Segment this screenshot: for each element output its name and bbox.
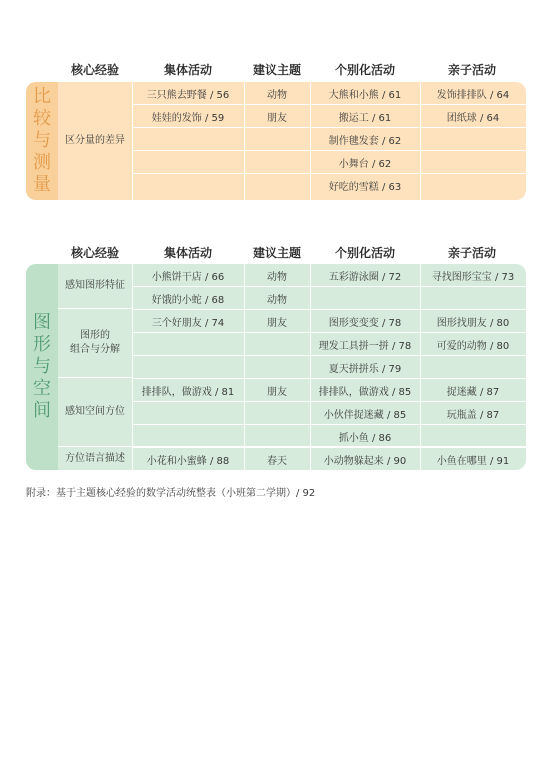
section-title-char: 与 — [33, 356, 51, 377]
section-title-char: 量 — [33, 174, 51, 195]
group-activity-cell — [132, 151, 244, 173]
group-activity-cell: 小熊饼干店 / 66 — [151, 271, 225, 283]
column-divider — [420, 264, 421, 470]
section-title-char: 图 — [33, 312, 51, 333]
theme-cell — [244, 402, 310, 424]
table-row — [58, 448, 526, 470]
group-activity-cell — [132, 333, 244, 355]
column-divider — [132, 264, 133, 470]
row-divider — [132, 447, 526, 448]
column-divider — [420, 82, 421, 200]
individual-activity-cell: 五彩游泳圈 / 72 — [328, 271, 402, 283]
theme-cell: 动物 — [267, 271, 287, 283]
theme-cell: 朋友 — [267, 317, 287, 329]
parent-child-cell: 可爱的动物 / 80 — [436, 340, 510, 352]
section-title-char: 间 — [33, 400, 51, 421]
table-row — [58, 82, 526, 104]
table-row — [58, 402, 526, 424]
section-title-char: 比 — [33, 86, 51, 107]
header-parent-child-activity: 亲子活动 — [447, 63, 496, 77]
activity-grid-1 — [58, 82, 526, 200]
column-divider — [244, 82, 245, 200]
individual-activity-cell: 搬运工 / 61 — [338, 112, 392, 124]
parent-child-cell: 寻找图形宝宝 / 73 — [431, 271, 515, 283]
row-divider — [132, 150, 526, 151]
parent-child-cell: 发饰排排队 / 64 — [436, 89, 510, 101]
row-divider — [132, 104, 526, 105]
table-row — [58, 310, 526, 332]
table-row — [58, 264, 526, 286]
group-activity-cell — [132, 356, 244, 378]
group-activity-cell: 排排队，做游戏 / 81 — [141, 386, 235, 398]
parent-child-cell — [420, 356, 526, 378]
row-divider — [132, 127, 526, 128]
group-activity-cell: 三只熊去野餐 / 56 — [146, 89, 230, 101]
individual-activity-cell: 好吃的雪糕 / 63 — [328, 181, 402, 193]
group-activity-cell: 小花和小蜜蜂 / 88 — [146, 455, 230, 467]
individual-activity-cell: 大熊和小熊 / 61 — [328, 89, 402, 101]
individual-activity-cell: 小伙伴捉迷藏 / 85 — [323, 409, 407, 421]
header-suggested-theme: 建议主题 — [252, 63, 301, 77]
theme-cell — [244, 174, 310, 196]
theme-cell — [244, 333, 310, 355]
individual-activity-cell: 小舞台 / 62 — [338, 158, 392, 170]
column-divider — [244, 264, 245, 470]
theme-cell: 朋友 — [267, 386, 287, 398]
parent-child-cell: 团纸球 / 64 — [446, 112, 500, 124]
group-activity-cell: 娃娃的发饰 / 59 — [151, 112, 225, 124]
core-experience-cell: 感知空间方位 — [65, 406, 125, 417]
row-divider — [132, 332, 526, 333]
section-title-char: 测 — [33, 152, 51, 173]
theme-cell — [244, 128, 310, 150]
individual-activity-cell: 制作毽发套 / 62 — [328, 135, 402, 147]
section-title-char: 形 — [33, 334, 51, 355]
parent-child-cell — [420, 425, 526, 447]
row-divider — [132, 173, 526, 174]
row-divider — [132, 401, 526, 402]
activity-grid-2 — [58, 264, 526, 470]
theme-cell — [244, 425, 310, 447]
core-experience-cell: 方位语言描述 — [65, 452, 125, 464]
header-individual-activity: 个别化活动 — [334, 246, 395, 260]
individual-activity-cell — [310, 287, 420, 309]
parent-child-cell — [420, 287, 526, 309]
group-activity-cell — [132, 425, 244, 447]
section-title-char: 较 — [33, 108, 51, 129]
individual-activity-cell: 理发工具拼一拼 / 78 — [318, 340, 412, 352]
individual-activity-cell: 排排队，做游戏 / 85 — [318, 386, 412, 398]
individual-activity-cell: 图形变变变 / 78 — [328, 317, 402, 329]
theme-cell — [244, 151, 310, 173]
table-row — [58, 425, 526, 447]
row-divider — [132, 286, 526, 287]
header-group-activity: 集体活动 — [163, 63, 212, 77]
theme-cell: 动物 — [267, 294, 287, 306]
column-divider — [132, 82, 133, 200]
parent-child-cell: 小鱼在哪里 / 91 — [436, 455, 510, 467]
core-experience-cell: 图形的 组合与分解 — [70, 330, 120, 355]
header-individual-activity: 个别化活动 — [334, 63, 395, 77]
table-row — [58, 128, 526, 150]
section-shape-space — [26, 264, 526, 470]
column-divider — [310, 82, 311, 200]
column-divider — [310, 264, 311, 470]
table-header-2 — [58, 244, 524, 262]
parent-child-cell — [420, 151, 526, 173]
table-row — [58, 356, 526, 378]
individual-activity-cell: 小动物躲起来 / 90 — [323, 455, 407, 467]
section-title-char: 与 — [33, 130, 51, 151]
core-experience-cell: 区分量的差异 — [65, 135, 125, 146]
parent-child-cell: 玩瓶盖 / 87 — [446, 409, 500, 421]
header-parent-child-activity: 亲子活动 — [447, 246, 496, 260]
group-activity-cell: 好饿的小蛇 / 68 — [151, 294, 225, 306]
theme-cell: 动物 — [267, 89, 287, 101]
table-row — [58, 287, 526, 309]
table-row — [58, 174, 526, 196]
header-group-activity: 集体活动 — [163, 246, 212, 260]
parent-child-cell — [420, 128, 526, 150]
section-comparison-measurement — [26, 82, 526, 200]
section-title-shape-space — [26, 264, 58, 470]
row-divider — [132, 309, 526, 310]
theme-cell: 春天 — [267, 455, 287, 467]
row-divider — [132, 378, 526, 379]
table-header-1 — [58, 61, 524, 79]
group-activity-cell — [132, 174, 244, 196]
individual-activity-cell: 夏天拼拼乐 / 79 — [328, 363, 402, 375]
header-suggested-theme: 建议主题 — [252, 246, 301, 260]
group-activity-cell — [132, 402, 244, 424]
header-core-experience: 核心经验 — [70, 63, 119, 77]
parent-child-cell: 捉迷藏 / 87 — [446, 386, 500, 398]
group-activity-cell: 三个好朋友 / 74 — [151, 317, 225, 329]
core-experience-cell: 感知图形特征 — [65, 280, 125, 291]
footer-note: 附录：基于主题核心经验的数学活动统整表（小班第二学期）/ 92 — [26, 488, 316, 499]
header-core-experience: 核心经验 — [70, 246, 119, 260]
section-title-char: 空 — [33, 378, 51, 399]
table-row — [58, 105, 526, 127]
parent-child-cell: 图形找朋友 / 80 — [436, 317, 510, 329]
individual-activity-cell: 抓小鱼 / 86 — [338, 432, 392, 444]
theme-cell — [244, 356, 310, 378]
table-row — [58, 379, 526, 401]
table-row — [58, 333, 526, 355]
theme-cell: 朋友 — [267, 112, 287, 124]
group-activity-cell — [132, 128, 244, 150]
row-divider — [132, 424, 526, 425]
table-row — [58, 151, 526, 173]
section-title-comparison-measurement — [26, 82, 58, 200]
row-divider — [132, 355, 526, 356]
parent-child-cell — [420, 174, 526, 196]
